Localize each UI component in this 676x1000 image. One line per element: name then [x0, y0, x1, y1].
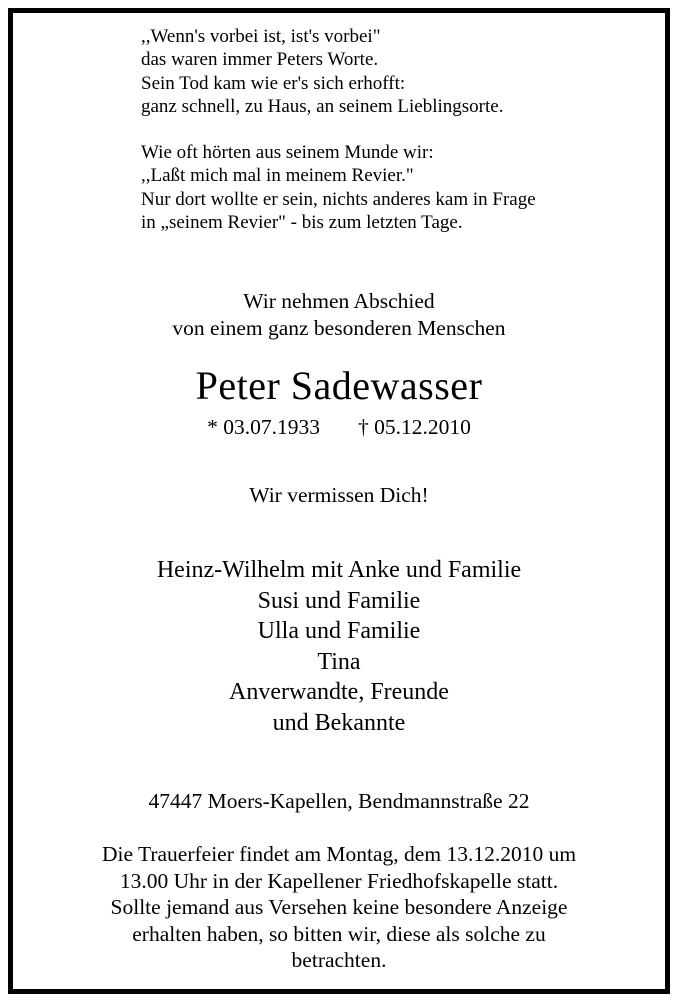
mourner-line: Ulla und Familie — [257, 618, 421, 644]
birth-date: * 03.07.1933 — [207, 415, 320, 439]
poem-stanza-2 — [141, 141, 536, 234]
service-line: erhalten haben, so bitten wir, diese als solche zu — [132, 921, 546, 946]
poem-line: ,,Wenn's vorbei ist, ist's vorbei" — [141, 26, 381, 47]
closing-line: Wir vermissen Dich! — [249, 483, 429, 507]
mourner-line: Tina — [317, 648, 361, 675]
poem-line: ganz schnell, zu Haus, an seinem Lieblingsorte. — [141, 95, 504, 117]
mourner-line: Susi und Familie — [257, 587, 421, 614]
mourners-list — [13, 555, 665, 738]
mourner-line: und Bekannte — [272, 709, 406, 736]
poem-line: ,,Laßt mich mal in meinem Revier." — [141, 165, 414, 187]
service-line: Die Trauerfeier findet am Montag, dem 13.12.2010 um — [101, 842, 577, 866]
death-date: † 05.12.2010 — [358, 415, 471, 439]
poem-stanza-1 — [141, 25, 536, 118]
mourner-line: Heinz-Wilhelm mit Anke und Familie — [156, 557, 522, 583]
poem-line: Nur dort wollte er sein, nichts anderes kam in Frage — [141, 188, 536, 210]
farewell-heading — [13, 288, 665, 342]
farewell-line: Wir nehmen Abschied — [243, 289, 435, 313]
service-line: 13.00 Uhr in der Kapellener Friedhofskapelle statt. — [119, 868, 559, 893]
poem-line: Sein Tod kam wie er's sich erhofft: — [141, 72, 406, 94]
service-info — [13, 841, 665, 974]
poem-line: in „seinem Revier" - bis zum letzten Tage. — [141, 212, 463, 234]
mourner-line: Anverwandte, Freunde — [229, 679, 449, 705]
poem-line: Wie oft hörten aus seinem Munde wir: — [141, 142, 434, 164]
obituary-notice — [8, 8, 670, 994]
deceased-name: Peter Sadewasser — [195, 363, 483, 408]
service-line: betrachten. — [291, 948, 387, 972]
poem — [141, 25, 536, 234]
address: 47447 Moers-Kapellen, Bendmannstraße 22 — [148, 789, 530, 813]
poem-line: das waren immer Peters Worte. — [141, 49, 379, 71]
farewell-line: von einem ganz besonderen Menschen — [172, 316, 506, 340]
service-line: Sollte jemand aus Versehen keine besondere Anzeige — [110, 895, 568, 919]
life-dates — [13, 413, 665, 441]
